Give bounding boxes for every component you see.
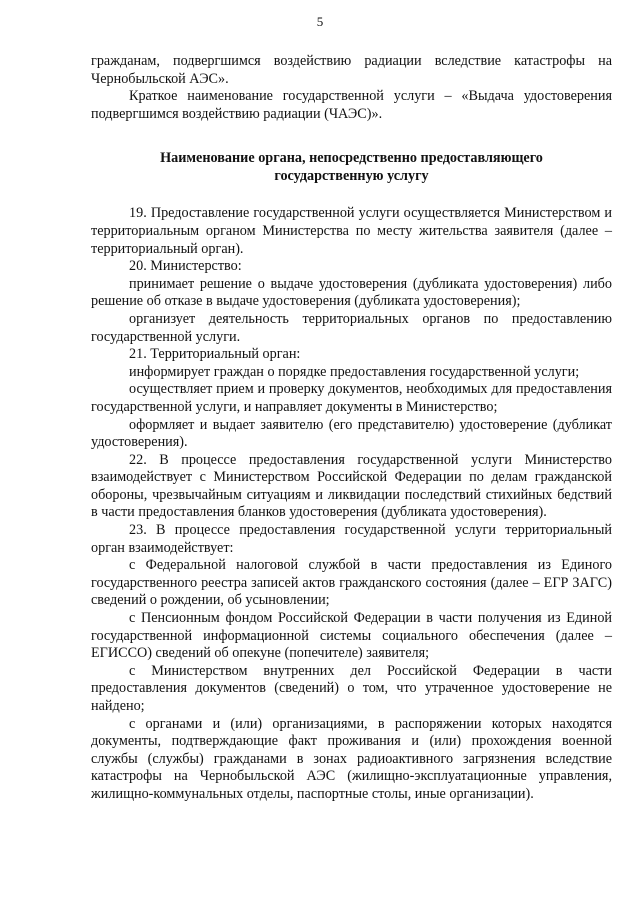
clause-21-item-1: информирует граждан о порядке предоставления государственной услуги; — [129, 363, 580, 380]
clause-23-item-2: с Пенсионным фондом Российской Федерации в части получения из Единой государственной информационной системы социального обеспечения (далее – ЕГИССО) сведений об опекуне (попечителе) заявителя; — [91, 610, 612, 662]
clause-20: 20. Министерство: — [129, 258, 242, 275]
clause-20-item-1: принимает решение о выдаче удостоверения (дубликата удостоверения) либо решение об отказе в выдаче удостоверения (дубликата удостоверения); — [91, 275, 612, 310]
clause-23: 23. В процессе предоставления государственной услуги территориальный орган взаимодействует: — [91, 522, 612, 556]
clause-20-item-2: организует деятельность территориальных органов по предоставлению государственной услуги. — [91, 310, 612, 345]
clause-21-item-2: осуществляет прием и проверку документов, необходимых для предоставления государственной услуги, и направляет документы в Министерство; — [91, 381, 612, 415]
clause-23-item-3: с Министерством внутренних дел Российской Федерации в части предоставления документов (сведений) о том, что утраченное удостоверение не найдено; — [91, 662, 612, 714]
clause-19: 19. Предоставление государственной услуги осуществляется Министерством и территориальным органом Министерства по месту жительства заявителя (далее – территориальный орган). — [91, 205, 612, 257]
clause-21: 21. Территориальный орган: — [129, 346, 301, 363]
section-heading: Наименование органа, непосредственно предоставляющего государственную услугу — [160, 150, 543, 185]
clause-22: 22. В процессе предоставления государственной услуги Министерство взаимодействует с Министерством Российской Федерации по делам гражданской обороны, чрезвычайным ситуациям и ликвидации последствий стихийных бедствий в части предоставления бланков удостоверения (дубликата удостоверения). — [91, 451, 612, 521]
clause-21-item-3: оформляет и выдает заявителю (его представителю) удостоверение (дубликат удостоверения). — [91, 416, 612, 451]
clause-23-item-1: с Федеральной налоговой службой в части предоставления из Единого государственного реестра записей актов гражданского состояния (далее – ЕГР ЗАГС) сведений о рождении, об усыновлении; — [91, 557, 612, 609]
paragraph-continuation: гражданам, подвергшимся воздействию радиации вследствие катастрофы на Чернобыльской АЭС». — [91, 53, 612, 87]
document-body — [91, 53, 612, 804]
paragraph-short-name: Краткое наименование государственной услуги – «Выдача удостоверения подвергшимся воздействию радиации (ЧАЭС)». — [91, 88, 612, 122]
page-number: 5 — [316, 14, 324, 29]
clause-23-item-4: с органами и (или) организациями, в распоряжении которых находятся документы, подтверждающие факт проживания и (или) прохождения военной службы (службы) гражданами в зонах радиоактивного загрязнения вследствие катастрофы на Чернобыльской АЭС (жилищно-эксплуатационные управления, жилищно-коммунальных отделы, паспортные столы, иные организации). — [91, 715, 612, 802]
